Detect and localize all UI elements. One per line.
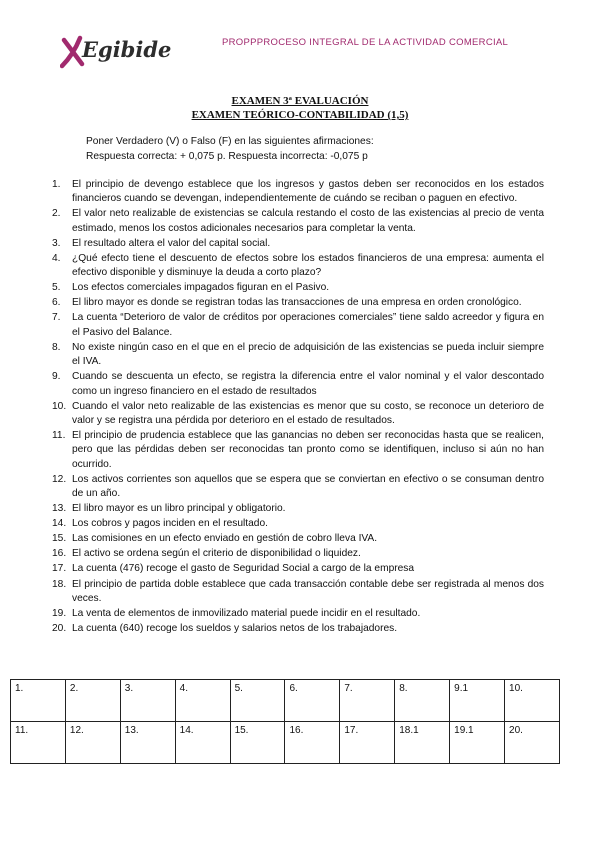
question-text: La cuenta “Deterioro de valor de créditos por operaciones comerciales” tiene saldo acreedor y figura en el Pasivo del Balance.	[72, 312, 544, 338]
question-text: El resultado altera el valor del capital social.	[72, 237, 271, 249]
answer-cell[interactable]: 13.	[120, 722, 175, 764]
answer-cell[interactable]: 1.	[11, 680, 66, 722]
answer-cell[interactable]: 15.	[230, 722, 285, 764]
question-item	[52, 252, 544, 281]
question-number: 3.	[52, 237, 61, 249]
egibide-logo	[60, 30, 175, 70]
instructions-line-2: Respuesta correcta: + 0,075 p. Respuesta incorrecta: -0,075 p	[86, 151, 368, 162]
question-item	[52, 562, 544, 576]
question-text: Los efectos comerciales impagados figuran en el Pasivo.	[72, 282, 330, 294]
question-text: No existe ningún caso en el que en el precio de adquisición de las existencias se pueda incluir siempre el IVA.	[72, 341, 544, 368]
question-item	[52, 178, 544, 207]
question-text: La cuenta (476) recoge el gasto de Seguridad Social a cargo de la empresa	[72, 563, 415, 575]
answer-cell[interactable]: 20.	[505, 722, 560, 764]
question-number: 4.	[52, 252, 61, 264]
question-item	[52, 429, 544, 472]
question-item	[52, 622, 544, 636]
answer-cell[interactable]: 8.	[395, 680, 450, 722]
question-text: Las comisiones en un efecto enviado en gestión de cobro lleva IVA.	[72, 533, 378, 545]
question-item	[52, 400, 544, 429]
question-number: 2.	[52, 208, 61, 220]
logo-text: Egibide	[82, 37, 172, 62]
answer-cell[interactable]: 11.	[11, 722, 66, 764]
question-item	[52, 473, 544, 502]
question-number: 13.	[52, 503, 67, 515]
answer-cell[interactable]: 14.	[175, 722, 230, 764]
answer-cell[interactable]: 2.	[65, 680, 120, 722]
answer-cell[interactable]: 3.	[120, 680, 175, 722]
instructions-line-1: Poner Verdadero (V) o Falso (F) en las siguientes afirmaciones:	[86, 136, 374, 147]
question-text: El libro mayor es donde se registran todas las transacciones de una empresa en orden cronológico.	[72, 297, 522, 309]
question-item	[52, 607, 544, 621]
answer-cell[interactable]: 16.	[285, 722, 340, 764]
question-number: 20.	[52, 623, 67, 635]
question-item	[52, 370, 544, 399]
program-title: PROPPPROCESO INTEGRAL DE LA ACTIVIDAD COMERCIAL	[222, 37, 509, 48]
question-number: 16.	[52, 548, 67, 560]
question-text: El valor neto realizable de existencias se calcula restando el costo de las existencias al precio de venta estimado, menos los costos adicionales necesarios para completar la venta.	[72, 208, 544, 234]
answer-row-1	[11, 680, 560, 722]
question-number: 5.	[52, 282, 61, 294]
logo-x-mark	[62, 38, 82, 66]
question-text: La cuenta (640) recoge los sueldos y salarios netos de los trabajadores.	[72, 623, 398, 635]
question-number: 17.	[52, 563, 67, 575]
answer-cell[interactable]: 5.	[230, 680, 285, 722]
answer-cell[interactable]: 18.1	[395, 722, 450, 764]
question-text: El activo se ordena según el criterio de disponibilidad o liquidez.	[72, 548, 361, 560]
question-item	[52, 341, 544, 370]
answer-cell[interactable]: 9.1	[450, 680, 505, 722]
answer-cell[interactable]: 12.	[65, 722, 120, 764]
question-text: ¿Qué efecto tiene el descuento de efectos sobre los estados financieros de una empresa: aumenta el efectivo disponible y disminuye la deuda a corto plazo?	[72, 252, 544, 279]
question-text: El principio de devengo establece que los ingresos y gastos deben ser reconocidos en los estados financieros cuando se devengan, independientemente de cuándo se reciban o paguen en efectivo.	[72, 179, 544, 205]
question-number: 19.	[52, 607, 67, 619]
question-item	[52, 237, 544, 251]
question-item	[52, 207, 544, 236]
question-number: 9.	[52, 371, 61, 383]
question-text: Cuando el valor neto realizable de las existencias es menor que su costo, se reconoce un deterioro de valor y se registra una pérdida por deterioro en el estado de resultados.	[72, 400, 544, 426]
exam-title: EXAMEN 3ª EVALUACIÓN	[231, 95, 369, 107]
question-number: 15.	[52, 533, 67, 545]
question-item	[52, 281, 544, 295]
answer-cell[interactable]: 7.	[340, 680, 395, 722]
question-number: 11.	[52, 430, 66, 442]
question-text: Los activos corrientes son aquellos que se espera que se conviertan en efectivo o se consuman dentro de un año.	[72, 473, 544, 499]
question-number: 12.	[52, 473, 67, 485]
question-text: El principio de partida doble establece que cada transacción contable debe ser registrada al menos dos veces.	[72, 578, 544, 604]
question-list	[52, 178, 544, 637]
question-number: 7.	[52, 312, 61, 324]
question-text: El principio de prudencia establece que las ganancias no deben ser reconocidas hasta que se realicen, pero que las pérdidas deben ser reconocidas tan pronto como se identifiquen, incluso si aún no han ocurrido.	[72, 430, 544, 470]
question-item	[52, 547, 544, 561]
question-number: 1.	[52, 179, 61, 190]
question-item	[52, 532, 544, 546]
question-text: La venta de elementos de inmovilizado material puede incidir en el resultado.	[72, 607, 421, 619]
question-number: 18.	[52, 578, 67, 590]
question-text: El libro mayor es un libro principal y obligatorio.	[72, 503, 286, 515]
question-text: Cuando se descuenta un efecto, se registra la diferencia entre el valor nominal y el valor descontado como un ingreso financiero en el estado de resultados	[72, 371, 544, 397]
question-number: 8.	[52, 341, 61, 353]
answer-row-2	[11, 722, 560, 764]
answer-cell[interactable]: 10.	[505, 680, 560, 722]
question-number: 14.	[52, 518, 67, 530]
question-item	[52, 502, 544, 516]
question-item	[52, 517, 544, 531]
question-number: 10.	[52, 400, 67, 412]
question-item	[52, 311, 544, 340]
answer-cell[interactable]: 6.	[285, 680, 340, 722]
answer-cell[interactable]: 19.1	[450, 722, 505, 764]
exam-subtitle: EXAMEN TEÓRICO-CONTABILIDAD (1,5)	[191, 109, 409, 121]
question-item	[52, 578, 544, 607]
question-item	[52, 296, 544, 310]
question-number: 6.	[52, 297, 61, 309]
answer-cell[interactable]: 4.	[175, 680, 230, 722]
question-text: Los cobros y pagos inciden en el resultado.	[72, 518, 268, 530]
answer-cell[interactable]: 17.	[340, 722, 395, 764]
answer-grid	[10, 679, 560, 764]
